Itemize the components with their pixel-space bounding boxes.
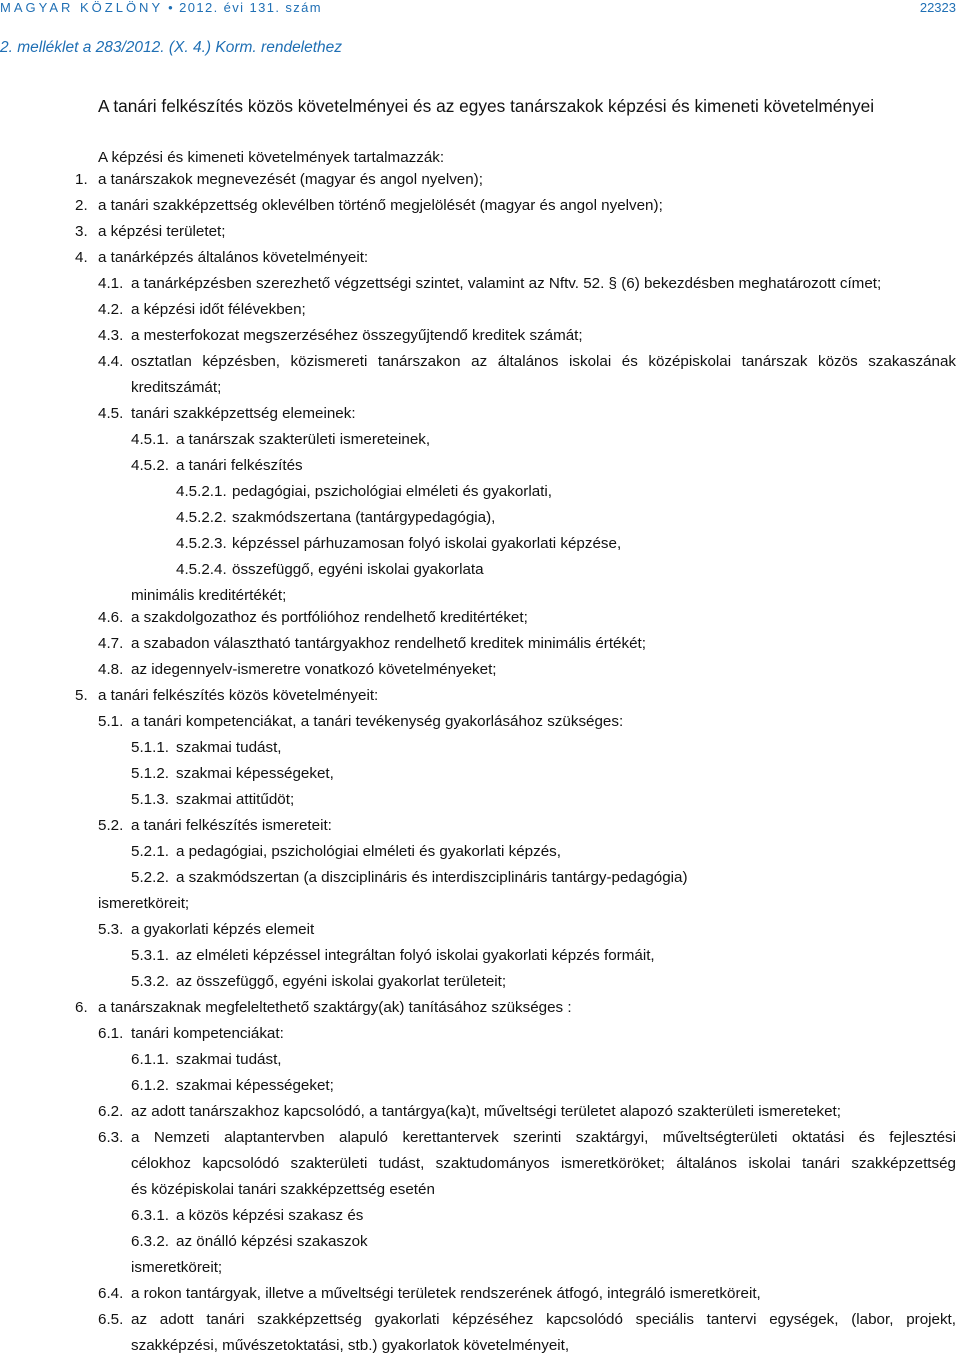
list-item (0, 456, 960, 476)
item-number: 6.5. (98, 1311, 124, 1328)
annex-heading: 2. melléklet a 283/2012. (X. 4.) Korm. rendelethez (0, 39, 343, 56)
list-item (0, 404, 960, 424)
list-item (0, 1258, 960, 1278)
list-item (0, 1102, 960, 1122)
list-item (0, 1050, 960, 1070)
item-number: 4.5.2. (131, 457, 169, 474)
item-text: ismeretköreit; (98, 895, 190, 912)
item-text: a rokon tantárgyak, illetve a műveltségi területek rendszerének átfogó, integráló ismeretköreit, (131, 1285, 761, 1302)
item-number: 4.8. (98, 661, 124, 678)
list-item (0, 1232, 960, 1252)
item-text: a tanári felkészítés (176, 457, 303, 474)
item-text: a tanárképzés általános követelményeit: (98, 249, 369, 266)
list-item (0, 1076, 960, 1096)
item-text: ismeretköreit; (131, 1259, 223, 1276)
item-text: célokhoz kapcsolódó szakterületi tudást, szaktudományos ismeretköröket; általános iskolai tanári szakképzettség (131, 1155, 956, 1172)
item-text: a képzési területet; (98, 223, 226, 240)
item-number: 5.3.2. (131, 973, 169, 990)
list-item (0, 738, 960, 758)
list-item (0, 300, 960, 320)
item-number: 6.3. (98, 1129, 124, 1146)
item-number: 5. (75, 687, 88, 704)
list-item (0, 920, 960, 940)
item-number: 3. (75, 223, 88, 240)
item-number: 4.7. (98, 635, 124, 652)
item-number: 6. (75, 999, 88, 1016)
item-number: 5.1.3. (131, 791, 169, 808)
item-text: a mesterfokozat megszerzéséhez összegyűjtendő kreditek számát; (131, 327, 583, 344)
item-text: az önálló képzési szakaszok (176, 1233, 368, 1250)
item-number: 2. (75, 197, 88, 214)
header-bullet: • (168, 0, 175, 15)
list-item (0, 534, 960, 554)
list-item (0, 560, 960, 580)
list-item (0, 1284, 960, 1304)
list-item (0, 430, 960, 450)
item-text: szakmódszertana (tantárgypedagógia), (232, 509, 496, 526)
list-item (0, 894, 960, 914)
item-number: 4.5.2.1. (176, 483, 227, 500)
list-item (0, 686, 960, 706)
item-text: a gyakorlati képzés elemeit (131, 921, 315, 938)
journal-name: MAGYAR KÖZLÖNY (0, 0, 164, 15)
item-text: a tanári felkészítés ismereteit: (131, 817, 332, 834)
item-number: 6.3.1. (131, 1207, 169, 1224)
list-item (0, 946, 960, 966)
item-text: kreditszámát; (131, 379, 222, 396)
item-text: szakképzési, művészetoktatási, stb.) gyakorlatok követelményeit, (131, 1337, 570, 1354)
item-number: 4.5.2.2. (176, 509, 227, 526)
item-text: osztatlan képzésben, közismereti tanárszakon az általános iskolai és középiskolai tanárszak közös szakaszának (131, 353, 956, 370)
item-number: 4.3. (98, 327, 124, 344)
item-text: a tanári kompetenciákat, a tanári tevékenység gyakorlásához szükséges: (131, 713, 624, 730)
item-text: az adott tanári szakképzettség gyakorlati képzéséhez kapcsolódó speciális tantervi egységek, (labor, projekt, (131, 1311, 956, 1328)
list-item (0, 170, 960, 190)
item-number: 5.1. (98, 713, 124, 730)
item-text: az idegennyelv-ismeretre vonatkozó követelményeket; (131, 661, 497, 678)
list-item (0, 482, 960, 502)
item-text: pedagógiai, pszichológiai elméleti és gyakorlati, (232, 483, 552, 500)
item-text: az összefüggő, egyéni iskolai gyakorlat területeit; (176, 973, 507, 990)
item-text: a tanárképzésben szerezhető végzettségi szintet, valamint az Nftv. 52. § (6) bekezdésben meghatározott címet; (131, 275, 882, 292)
item-text: összefüggő, egyéni iskolai gyakorlata (232, 561, 484, 578)
item-text: a szakdolgozathoz és portfólióhoz rendelhető kreditértéket; (131, 609, 528, 626)
list-item (0, 248, 960, 268)
running-header (0, 0, 322, 15)
list-item (0, 764, 960, 784)
item-text: a szakmódszertan (a diszciplináris és interdiszciplináris tantárgy-pedagógia) (176, 869, 688, 886)
list-item (0, 1180, 960, 1200)
item-text: az adott tanárszakhoz kapcsolódó, a tantárgya(ka)t, műveltségi területet alapozó szakterületi ismereteket; (131, 1103, 841, 1120)
page-number: 22323 (919, 0, 956, 15)
item-number: 6.1.1. (131, 1051, 169, 1068)
list-item (0, 1128, 960, 1148)
list-item (0, 790, 960, 810)
list-item (0, 586, 960, 606)
list-item (0, 508, 960, 528)
item-text: a tanárszak szakterületi ismereteinek, (176, 431, 431, 448)
item-text: szakmai attitűdöt; (176, 791, 295, 808)
item-number: 5.2.1. (131, 843, 169, 860)
item-number: 6.4. (98, 1285, 124, 1302)
document-title: A tanári felkészítés közös követelményei és az egyes tanárszakok képzési és kimeneti követelményei (98, 96, 875, 116)
item-text: minimális kreditértékét; (131, 587, 287, 604)
item-text: szakmai képességeket, (176, 765, 334, 782)
list-item (0, 326, 960, 346)
item-text: a képzési időt félévekben; (131, 301, 306, 318)
list-item (0, 660, 960, 680)
item-text: a Nemzeti alaptantervben alapuló kerettantervek szerinti szaktárgyi, műveltségterületi oktatási és fejlesztési (131, 1129, 956, 1146)
item-number: 5.2.2. (131, 869, 169, 886)
item-number: 6.1. (98, 1025, 124, 1042)
list-item (0, 196, 960, 216)
item-text: képzéssel párhuzamosan folyó iskolai gyakorlati képzése, (232, 535, 622, 552)
item-number: 4. (75, 249, 88, 266)
item-number: 5.2. (98, 817, 124, 834)
item-text: a tanári szakképzettség oklevélben történő megjelölését (magyar és angol nyelven); (98, 197, 663, 214)
list-item (0, 608, 960, 628)
item-text: szakmai képességeket; (176, 1077, 334, 1094)
item-text: a tanári felkészítés közös követelményeit: (98, 687, 379, 704)
item-number: 6.3.2. (131, 1233, 169, 1250)
list-item (0, 868, 960, 888)
item-text: a tanárszakok megnevezését (magyar és angol nyelven); (98, 171, 483, 188)
item-number: 5.3.1. (131, 947, 169, 964)
item-number: 5.3. (98, 921, 124, 938)
list-item (0, 816, 960, 836)
item-number: 4.5. (98, 405, 124, 422)
list-item (0, 352, 960, 372)
item-text: és középiskolai tanári szakképzettség esetén (131, 1181, 435, 1198)
item-text: tanári szakképzettség elemeinek: (131, 405, 356, 422)
item-text: a közös képzési szakasz és (176, 1207, 364, 1224)
item-number: 4.5.2.4. (176, 561, 227, 578)
list-item (0, 634, 960, 654)
list-item (0, 1310, 960, 1330)
list-item (0, 222, 960, 242)
item-number: 1. (75, 171, 88, 188)
item-number: 4.5.2.3. (176, 535, 227, 552)
item-text: a tanárszaknak megfeleltethető szaktárgy(ak) tanításához szükséges : (98, 999, 572, 1016)
list-item (0, 712, 960, 732)
item-number: 5.1.2. (131, 765, 169, 782)
item-text: szakmai tudást, (176, 739, 282, 756)
list-item (0, 972, 960, 992)
item-number: 4.5.1. (131, 431, 169, 448)
item-number: 4.6. (98, 609, 124, 626)
list-item (0, 1154, 960, 1174)
item-number: 6.2. (98, 1103, 124, 1120)
item-number: 6.1.2. (131, 1077, 169, 1094)
list-item (0, 998, 960, 1018)
list-item (0, 274, 960, 294)
item-text: szakmai tudást, (176, 1051, 282, 1068)
item-number: 4.2. (98, 301, 124, 318)
intro-text: A képzési és kimeneti követelmények tartalmazzák: (98, 149, 445, 166)
list-item (0, 1206, 960, 1226)
item-text: a szabadon választható tantárgyakhoz rendelhető kreditek minimális értékét; (131, 635, 646, 652)
item-number: 4.1. (98, 275, 124, 292)
list-item (0, 1024, 960, 1044)
item-number: 4.4. (98, 353, 124, 370)
item-number: 5.1.1. (131, 739, 169, 756)
list-item (0, 1336, 960, 1356)
item-text: az elméleti képzéssel integráltan folyó iskolai gyakorlati képzés formáit, (176, 947, 655, 964)
issue-label: 2012. évi 131. szám (179, 0, 323, 15)
item-text: a pedagógiai, pszichológiai elméleti és gyakorlati képzés, (176, 843, 561, 860)
list-item (0, 378, 960, 398)
list-item (0, 842, 960, 862)
item-text: tanári kompetenciákat: (131, 1025, 284, 1042)
